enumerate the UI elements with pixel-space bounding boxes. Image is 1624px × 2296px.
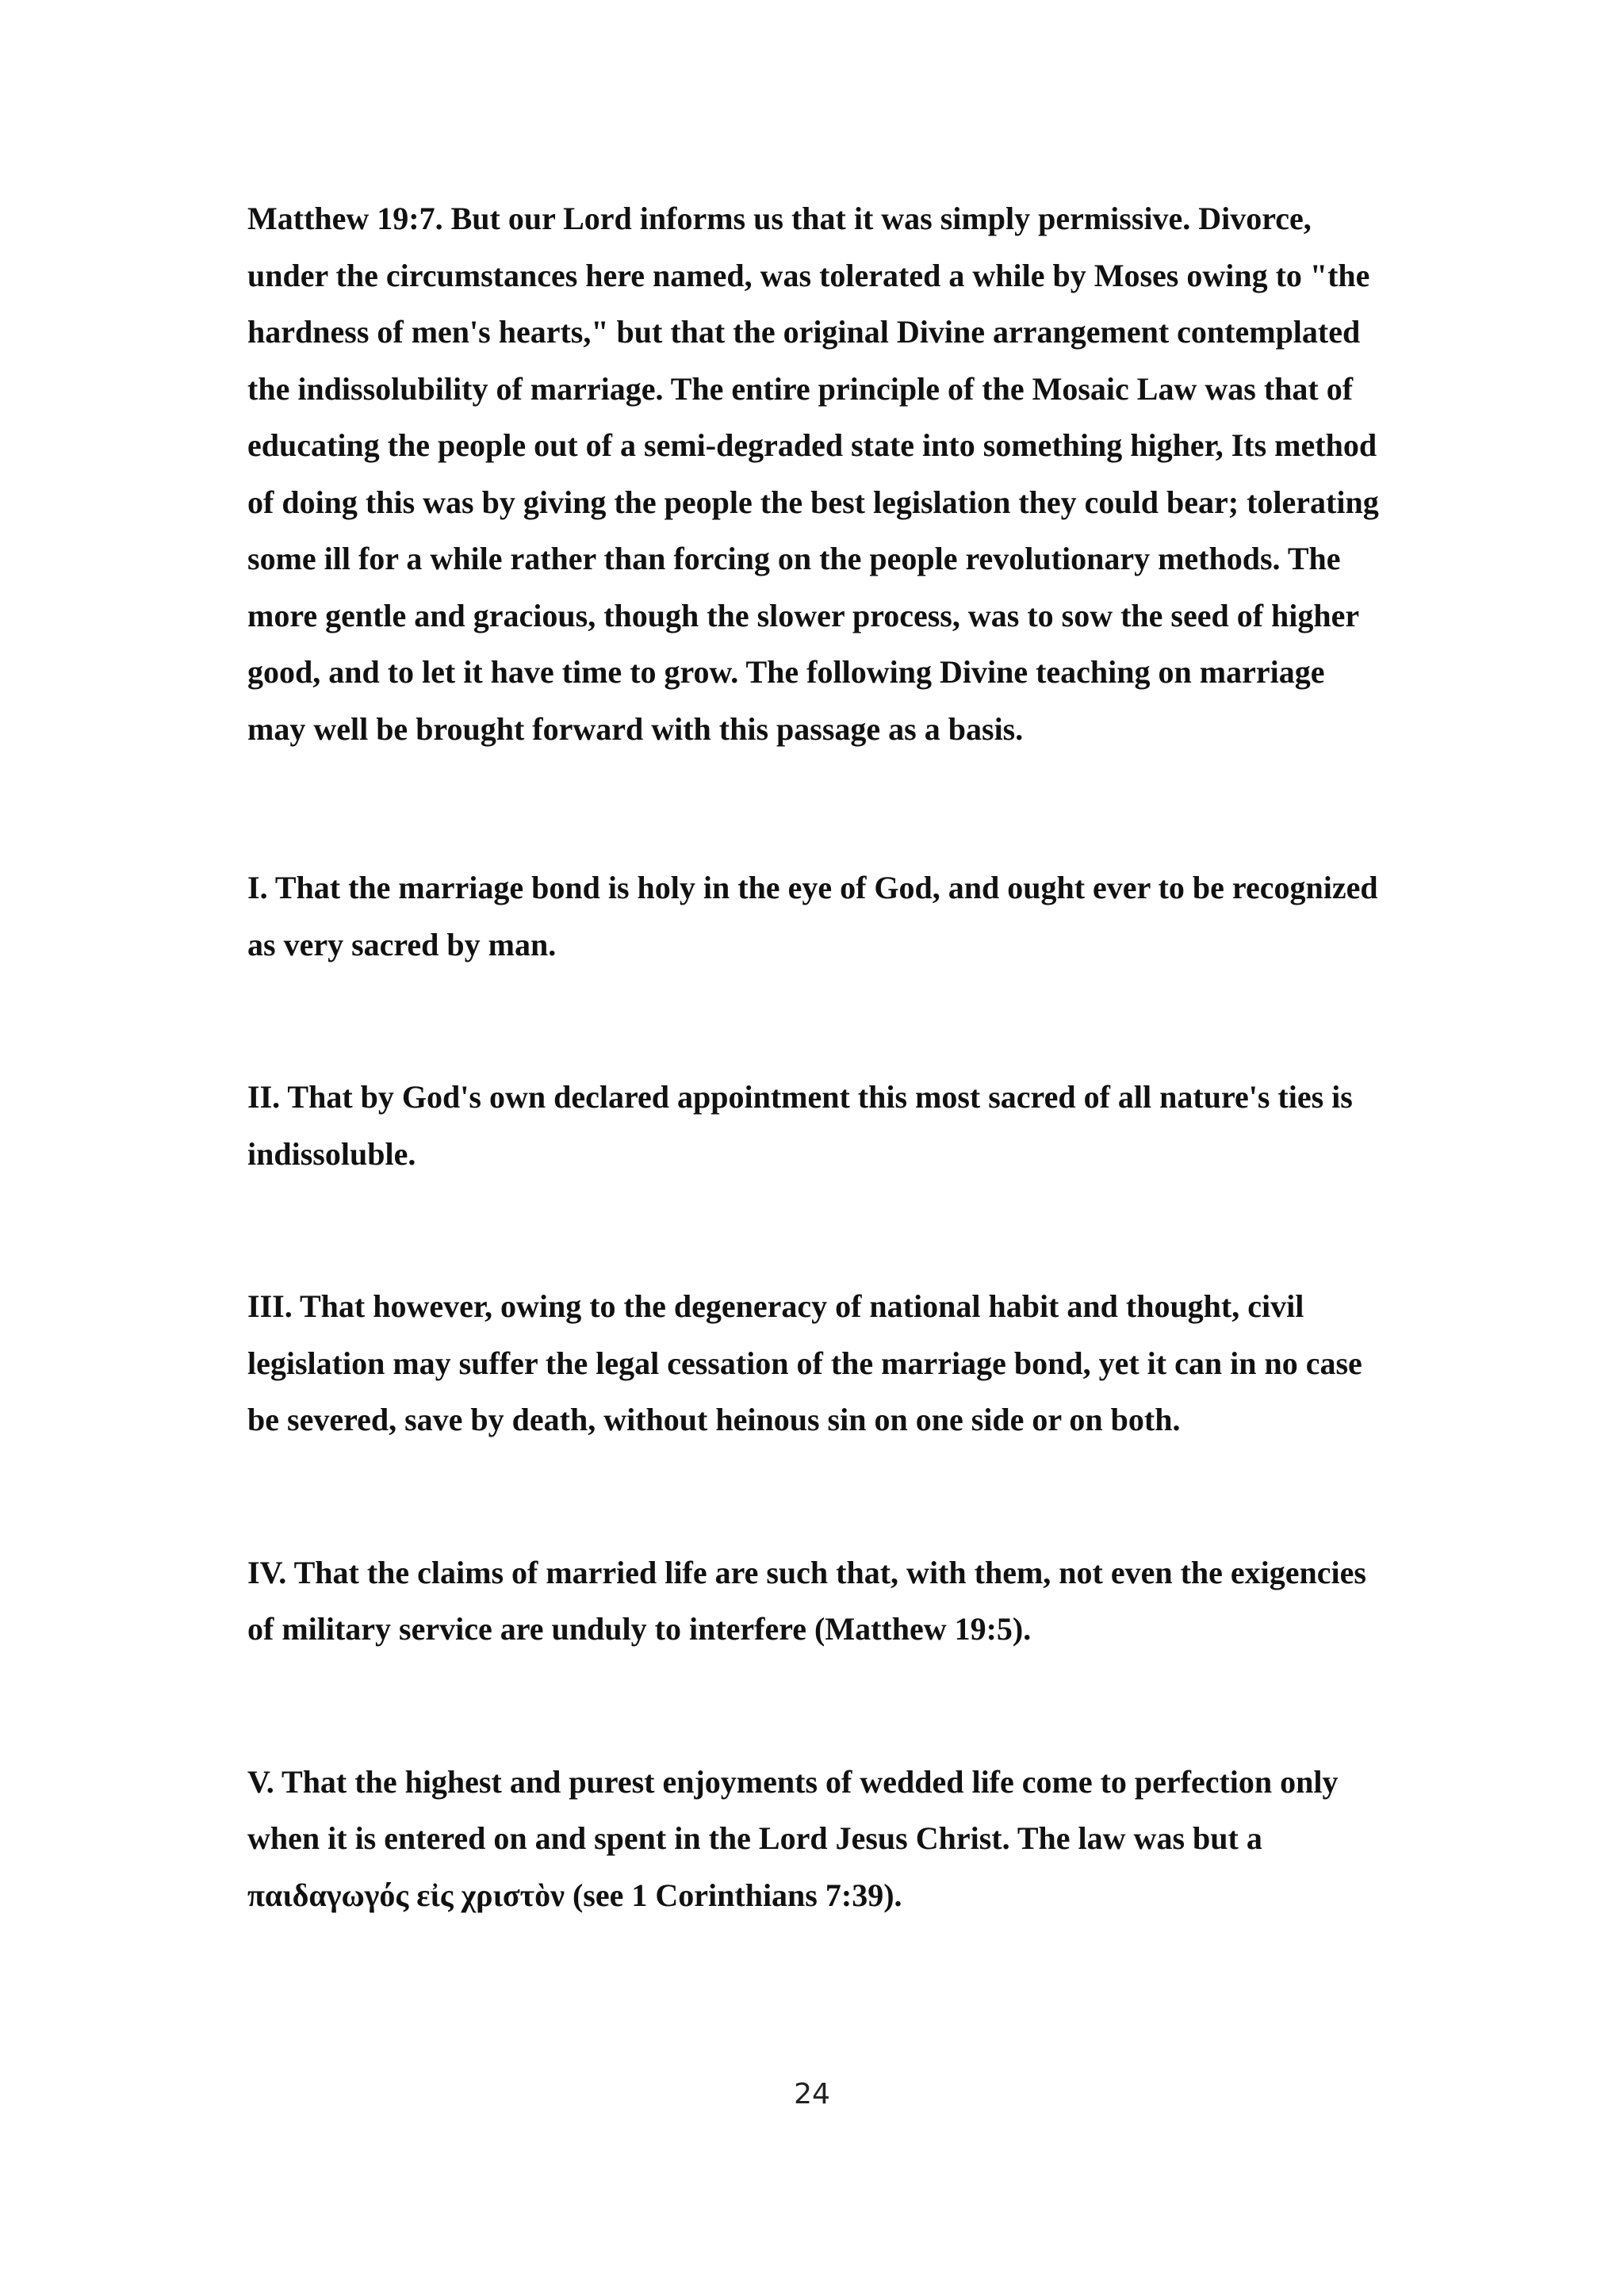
point-three-paragraph: III. That however, owing to the degeneracy of national habit and thought, civil legislation may suffer the legal cessation of the marriage bond, yet it can in no case be severed, save by death, without heinous sin on one side or on both. [247,1288,1362,1437]
point-two-paragraph: II. That by God's own declared appointment this most sacred of all nature's ties is indissoluble. [247,1079,1353,1172]
page-body [247,190,1389,1923]
point-one-paragraph: I. That the marriage bond is holy in the eye of God, and ought ever to be recognized as very sacred by man. [247,870,1378,962]
page-number: 24 [794,2078,830,2110]
point-four-paragraph: IV. That the claims of married life are such that, with them, not even the exigencies of military service are unduly to interfere (Matthew 19:5). [247,1554,1366,1647]
point-five-paragraph: V. That the highest and purest enjoyments of wedded life come to perfection only when it is entered on and spent in the Lord Jesus Christ. The law was but a παιδαγωγός εἰς χριστὸν (see 1 Corinthians 7:39). [247,1763,1339,1913]
intro-paragraph: Matthew 19:7. But our Lord informs us that it was simply permissive. Divorce, under the circumstances here named, was tolerated a while by Moses owing to "the hardness of men's hearts," but that the original Divine arrangement contemplated the indissolubility of marriage. The entire principle of the Mosaic Law was that of educating the people out of a semi-degraded state into something higher, Its method of doing this was by giving the people the best legislation they could bear; tolerating some ill for a while rather than forcing on the people revolutionary methods. The more gentle and gracious, though the slower process, was to sow the seed of higher good, and to let it have time to grow. The following Divine teaching on marriage may well be brought forward with this passage as a basis. [247,201,1379,747]
